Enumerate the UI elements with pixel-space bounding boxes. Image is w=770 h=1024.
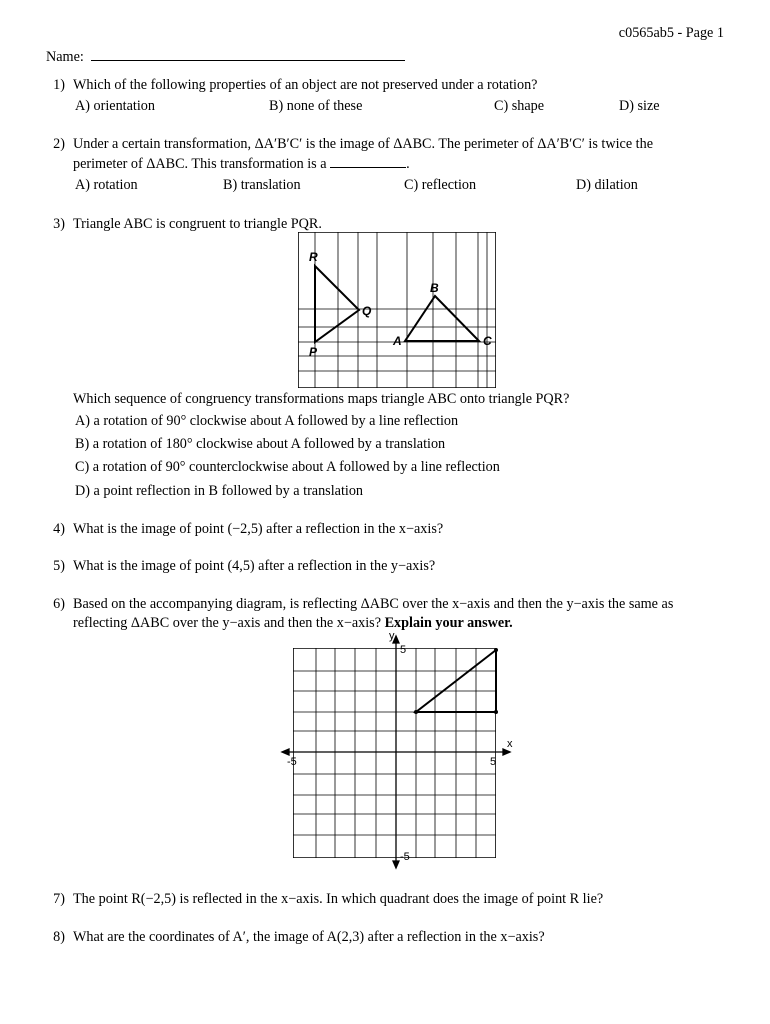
label-q: Q — [362, 304, 372, 318]
question-text: What are the coordinates of A′, the image of A(2,3) after a reflection in the x−axis? — [73, 929, 545, 945]
x-max-label: 5 — [490, 756, 497, 768]
question-number: 6) — [53, 596, 65, 612]
choice-a: A) rotation — [75, 177, 138, 193]
choice-d: D) a point reflection in B followed by a translation — [75, 483, 364, 499]
vertex-point — [494, 710, 498, 714]
choice-d: D) dilation — [576, 177, 638, 193]
question-text: What is the image of point (4,5) after a reflection in the y−axis? — [73, 558, 436, 574]
choice-b: B) a rotation of 180° clockwise about A followed by a translation — [75, 436, 446, 452]
choice-a: A) a rotation of 90° clockwise about A followed by a line reflection — [75, 413, 459, 429]
x-min-label: -5 — [287, 756, 297, 768]
x-axis-left-arrow — [282, 749, 289, 755]
choice-c: C) a rotation of 90° counterclockwise about A followed by a line reflection — [75, 459, 500, 475]
question-text: The point R(−2,5) is reflected in the x−axis. In which quadrant does the image of point R lie? — [73, 891, 604, 907]
question-number: 2) — [53, 136, 65, 152]
y-axis-label: y — [389, 630, 395, 642]
question-text-bold: Explain your answer. — [384, 615, 513, 631]
label-c: C — [483, 334, 492, 348]
label-a: A — [393, 334, 402, 348]
name-field[interactable] — [46, 48, 405, 66]
figure-grid — [298, 232, 496, 388]
coordinate-graph — [278, 630, 518, 870]
question-number: 8) — [53, 929, 65, 945]
question-text-pre: perimeter of ΔABC. This transformation is a — [73, 156, 331, 172]
page-label: c0565ab5 - Page 1 — [618, 25, 724, 41]
label-r: R — [309, 250, 318, 264]
y-max-label: 5 — [400, 644, 407, 656]
question-text: Triangle ABC is congruent to triangle PQR. — [73, 216, 322, 232]
label-p: P — [309, 345, 318, 359]
choice-d: D) size — [619, 98, 660, 114]
label-b: B — [430, 281, 439, 295]
y-min-label: -5 — [400, 851, 410, 863]
question-number: 4) — [53, 521, 65, 537]
question-number: 5) — [53, 558, 65, 574]
congruent-triangles-figure — [298, 232, 496, 388]
question-number: 3) — [53, 216, 65, 232]
question-prompt: Which sequence of congruency transformations maps triangle ABC onto triangle PQR? — [73, 391, 570, 407]
question-text: What is the image of point (−2,5) after a reflection in the x−axis? — [73, 521, 444, 537]
question-text: Which of the following properties of an object are not preserved under a rotation? — [73, 77, 538, 93]
graph-grid — [293, 648, 496, 858]
triangle-abc — [405, 296, 479, 341]
name-blank[interactable] — [91, 48, 405, 61]
choice-a: A) orientation — [75, 98, 155, 114]
name-label: Name: — [46, 49, 84, 65]
x-axis-label: x — [507, 738, 513, 750]
y-axis-bottom-arrow — [393, 861, 399, 868]
question-number: 7) — [53, 891, 65, 907]
question-text: reflecting ΔABC over the y−axis and then the x−axis? — [73, 615, 385, 631]
choice-b: B) translation — [223, 177, 301, 193]
vertex-point — [414, 710, 418, 714]
choice-c: C) reflection — [404, 177, 477, 193]
choice-b: B) none of these — [269, 98, 363, 114]
triangle-pqr — [315, 266, 359, 342]
question-text-line-1: Under a certain transformation, ΔA′B′C′ is the image of ΔABC. The perimeter of ΔA′B′C′ is twice the — [73, 136, 653, 152]
question-text-line-2 — [73, 155, 410, 173]
choice-c: C) shape — [494, 98, 545, 114]
answer-blank — [330, 155, 406, 168]
vertex-point — [494, 648, 498, 652]
question-text-line-1: Based on the accompanying diagram, is reflecting ΔABC over the x−axis and then the y−axis the same as — [73, 596, 674, 612]
question-text-post: . — [406, 156, 410, 172]
question-number: 1) — [53, 77, 65, 93]
